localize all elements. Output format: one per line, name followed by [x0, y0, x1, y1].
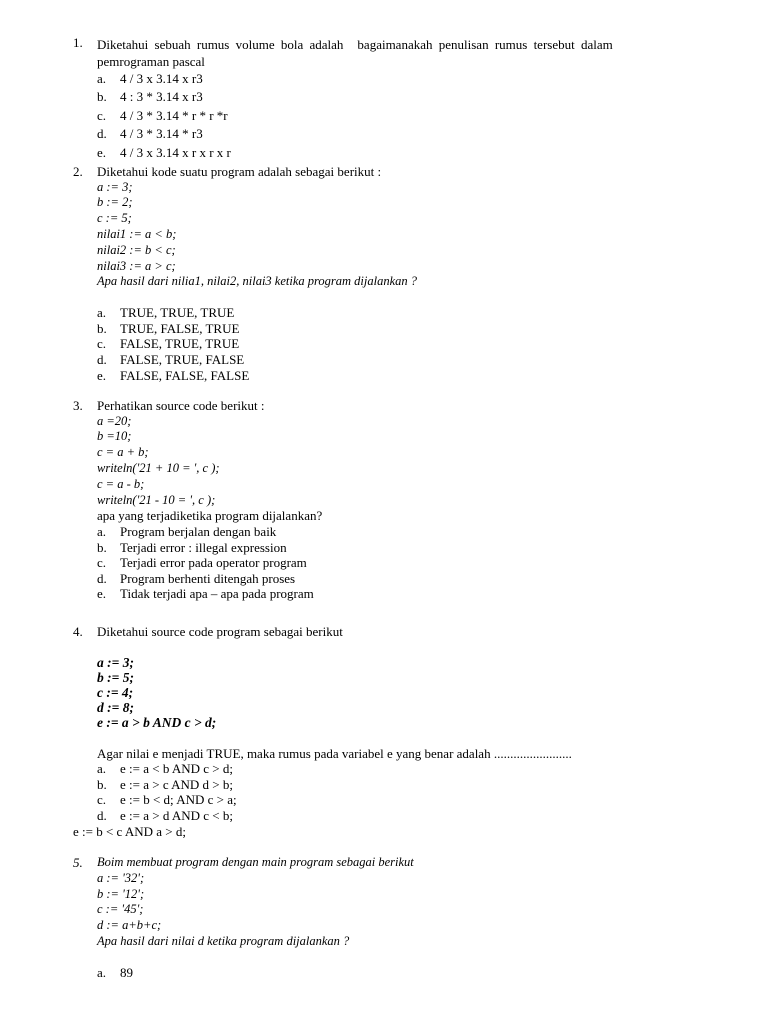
code-line: b := 2; — [97, 195, 133, 210]
option-text: 4 : 3 * 3.14 x r3 — [120, 89, 203, 105]
option-b[interactable] — [97, 321, 693, 337]
option-e[interactable] — [97, 586, 693, 602]
code-line: a := 3; — [97, 179, 133, 194]
question-text: Diketahui kode suatu program adalah sebagai berikut : — [97, 164, 382, 179]
option-b[interactable] — [97, 88, 693, 107]
option-text: Terjadi error : illegal expression — [120, 539, 287, 555]
code-block — [97, 655, 693, 731]
option-label: e. — [97, 586, 107, 602]
code-line: b =10; — [97, 429, 132, 444]
option-a[interactable] — [97, 965, 693, 981]
options-list — [97, 761, 693, 823]
option-text: 4 / 3 * 3.14 * r3 — [120, 126, 203, 142]
code-line: nilai3 := a > c; — [97, 258, 176, 273]
option-label: d. — [97, 351, 107, 367]
option-label: e. — [97, 144, 107, 160]
code-line: writeln('21 + 10 = ', c ); — [97, 460, 220, 475]
option-text: TRUE, TRUE, TRUE — [120, 305, 235, 321]
option-a[interactable] — [97, 761, 693, 777]
option-c[interactable] — [97, 336, 693, 352]
options-list — [97, 965, 693, 981]
options-list — [97, 305, 693, 383]
option-text: Terjadi error pada operator program — [120, 555, 307, 571]
question-number: 4. — [73, 624, 83, 639]
option-d[interactable] — [97, 571, 693, 587]
code-block — [97, 180, 693, 291]
question-text-line2: pemrograman pascal — [97, 54, 205, 69]
question-number: 1. — [73, 35, 83, 50]
code-line: c = a + b; — [97, 445, 149, 460]
code-block — [97, 414, 693, 509]
question-text: Diketahui source code program sebagai berikut — [97, 624, 343, 639]
option-label: d. — [97, 126, 107, 142]
options-list — [97, 524, 693, 602]
option-e[interactable] — [97, 144, 693, 163]
code-line: d := 8; — [97, 700, 134, 716]
option-label: d. — [97, 807, 107, 823]
option-text: 4 / 3 x 3.14 x r3 — [120, 70, 203, 86]
option-text: Program berhenti ditengah proses — [120, 570, 296, 586]
option-c[interactable] — [97, 555, 693, 571]
question-text-part1: Diketahui sebuah rumus volume bola adalah — [97, 37, 344, 52]
question-prompt: Apa hasil dari nilai d ketika program dijalankan ? — [97, 933, 350, 948]
option-text: 4 / 3 x 3.14 x r x r x r — [120, 144, 231, 160]
option-label: d. — [97, 570, 107, 586]
question-4 — [73, 624, 693, 839]
option-text: e := a > d AND c < b; — [120, 807, 233, 823]
option-label: c. — [97, 555, 107, 571]
option-label: a. — [97, 523, 107, 539]
option-text: Program berjalan dengan baik — [120, 523, 277, 539]
question-text: Boim membuat program dengan main program sebagai berikut — [97, 855, 414, 869]
option-label: c. — [97, 792, 107, 808]
option-label: c. — [97, 107, 107, 123]
code-line: a := 3; — [97, 654, 134, 670]
code-line: c := 4; — [97, 685, 134, 700]
option-c[interactable] — [97, 107, 693, 126]
question-number: 2. — [73, 164, 83, 179]
code-line: c := '45'; — [97, 902, 144, 917]
code-line: b := '12'; — [97, 886, 145, 901]
option-text: TRUE, FALSE, TRUE — [120, 320, 240, 336]
option-label: b. — [97, 539, 107, 555]
option-label: b. — [97, 89, 107, 105]
option-e[interactable] — [97, 368, 693, 384]
option-label: b. — [97, 320, 107, 336]
question-number: 5. — [73, 855, 83, 870]
code-line: b := 5; — [97, 669, 134, 685]
option-b[interactable] — [97, 777, 693, 793]
code-line: d := a+b+c; — [97, 918, 162, 933]
question-text-part2: bagaimanakah penulisan rumus tersebut dalam — [357, 37, 613, 52]
option-text: e := a < b AND c > d; — [120, 761, 233, 777]
option-label: e. — [97, 367, 107, 383]
option-label: a. — [97, 964, 107, 980]
question-prompt: apa yang terjadiketika program dijalankan? — [97, 508, 323, 524]
code-line: e := a > b AND c > d; — [97, 715, 217, 731]
question-text — [97, 35, 693, 54]
question-prompt: Agar nilai e menjadi TRUE, maka rumus pada variabel e yang benar adalah ........................ — [97, 745, 572, 761]
code-block — [97, 855, 693, 950]
option-text: FALSE, TRUE, TRUE — [120, 336, 240, 352]
option-text: Tidak terjadi apa – apa pada program — [120, 586, 314, 602]
option-text: 89 — [120, 964, 133, 980]
option-c[interactable] — [97, 792, 693, 808]
question-3 — [73, 398, 693, 602]
option-a[interactable] — [97, 70, 693, 89]
question-number: 3. — [73, 398, 83, 413]
code-line: c := 5; — [97, 211, 132, 226]
option-d[interactable] — [97, 352, 693, 368]
option-a[interactable] — [97, 305, 693, 321]
option-label: c. — [97, 336, 107, 352]
code-line: writeln('21 - 10 = ', c ); — [97, 492, 216, 507]
options-list — [97, 70, 693, 163]
option-label: b. — [97, 776, 107, 792]
option-a[interactable] — [97, 524, 693, 540]
option-text: e := a > c AND d > b; — [120, 776, 233, 792]
question-2 — [73, 164, 693, 383]
code-line: nilai2 := b < c; — [97, 242, 176, 257]
code-line: c = a - b; — [97, 476, 145, 491]
option-d[interactable] — [97, 808, 693, 824]
option-b[interactable] — [97, 540, 693, 556]
question-5 — [73, 855, 693, 980]
code-line: nilai1 := a < b; — [97, 226, 177, 241]
question-prompt: Apa hasil dari nilia1, nilai2, nilai3 ketika program dijalankan ? — [97, 274, 418, 289]
option-e-unlabeled[interactable]: e := b < c AND a > d; — [73, 823, 186, 839]
code-line: a =20; — [97, 413, 132, 428]
option-label: a. — [97, 70, 107, 86]
option-label: a. — [97, 305, 107, 321]
option-label: a. — [97, 761, 107, 777]
question-text: Perhatikan source code berikut : — [97, 398, 265, 413]
option-d[interactable] — [97, 125, 693, 144]
option-text: FALSE, TRUE, FALSE — [120, 351, 245, 367]
option-text: 4 / 3 * 3.14 * r * r *r — [120, 107, 228, 123]
question-1 — [73, 35, 693, 162]
code-line: a := '32'; — [97, 870, 145, 885]
option-text: FALSE, FALSE, FALSE — [120, 367, 250, 383]
option-text: e := b < d; AND c > a; — [120, 792, 237, 808]
